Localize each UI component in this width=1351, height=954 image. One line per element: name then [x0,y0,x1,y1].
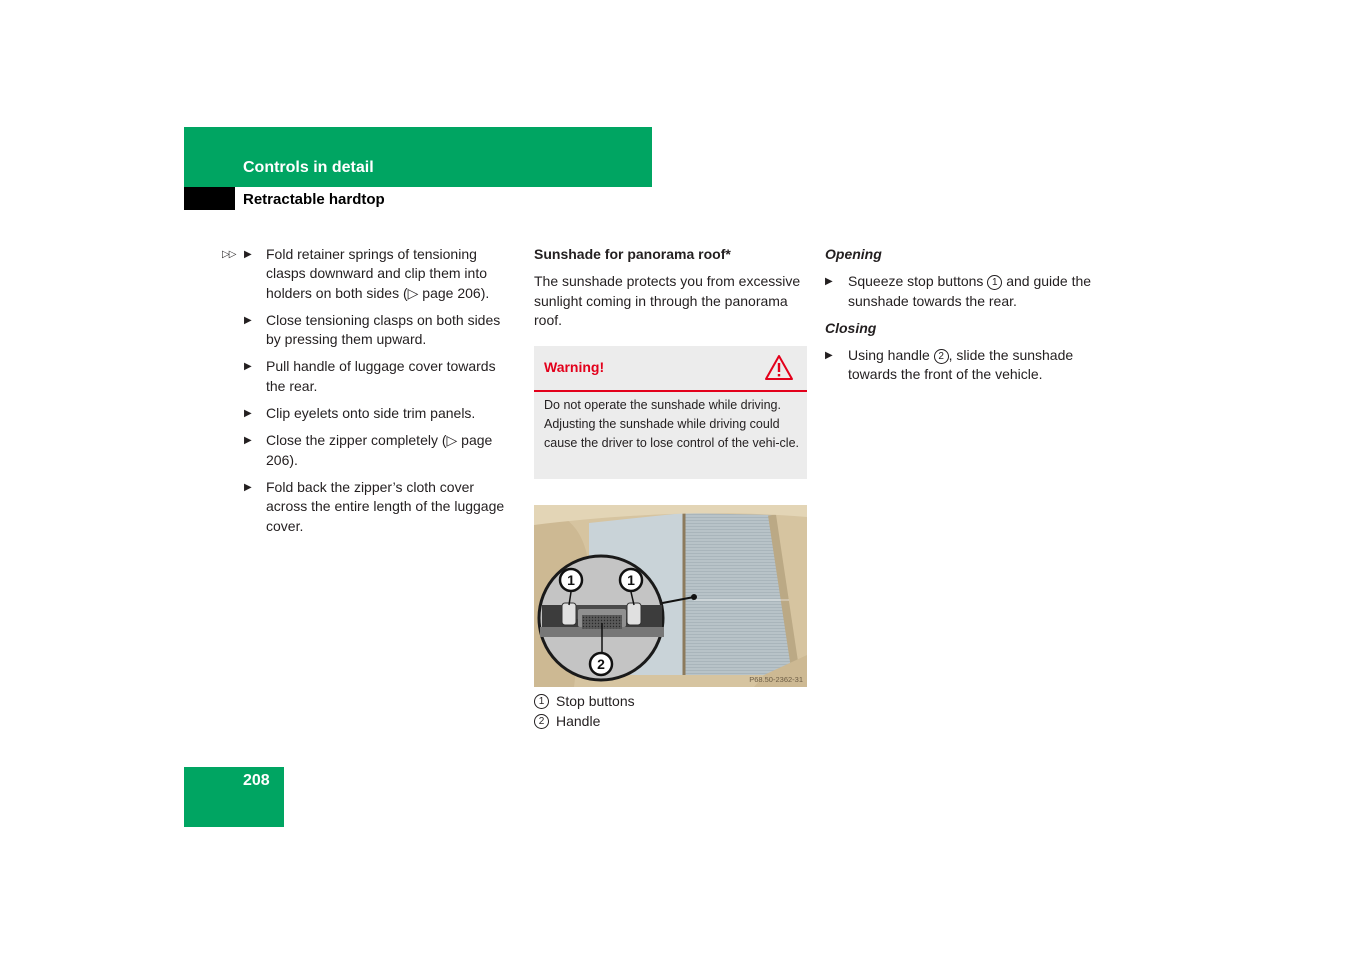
triangle-arrow-icon: ▶ [244,361,252,373]
opening-heading: Opening [825,246,882,262]
warning-title: Warning! [544,359,605,375]
callout-1: 1 [627,572,635,588]
header-marker [184,187,235,210]
triangle-arrow-icon: ▶ [825,276,833,288]
list-item [825,346,1115,385]
step-text-start: Squeeze stop buttons [848,273,988,290]
list-item [222,478,518,536]
warning-box [534,346,807,479]
list-item [222,357,518,396]
header-band [184,127,652,187]
callout-number: 2 [934,349,949,364]
callout-2: 2 [597,656,605,672]
figure-code: P68.50-2362-31 [749,675,803,684]
step-text-end: , slide the sunshade towards the front of the vehicle. [848,347,1074,383]
triangle-arrow-icon: ▶ [244,481,252,493]
triangle-arrow-icon: ▶ [825,350,833,362]
warning-divider [534,390,807,392]
step-text: Close the zipper completely (▷ page 206). [266,432,493,468]
closing-heading: Closing [825,319,877,336]
triangle-arrow-icon: ▶ [244,314,252,326]
section-title: Controls in detail [243,159,374,176]
instruction-list [222,245,518,544]
section-heading: Sunshade for panorama roof* [534,246,731,262]
step-text: Fold retainer springs of tensioning clasps downward and clip them into holders on both sides (▷ page 206). [266,246,490,301]
callout-number: 1 [987,275,1002,290]
triangle-arrow-icon: ▶ [244,435,252,447]
callout-number: 1 [534,694,549,709]
step-text: Pull handle of luggage cover towards the rear. [266,358,496,394]
callout-number: 2 [534,714,549,729]
subsection-title: Retractable hardtop [243,191,385,208]
list-item [825,272,1115,311]
legend-item [534,691,635,711]
sunshade-section [534,245,808,330]
step-text: Fold back the zipper’s cloth cover across the entire length of the luggage cover. [266,478,505,534]
step-text: Clip eyelets onto side trim panels. [266,405,476,422]
sunshade-figure [534,505,807,687]
warning-text: Do not operate the sunshade while driving. Adjusting the sunshade while driving could cause the driver to lose control of the vehi-cle. [544,398,799,450]
triangle-arrow-icon: ▶ [244,249,252,260]
legend-label: Handle [556,713,601,729]
step-text-start: Using handle [848,347,934,364]
step-text: Close tensioning clasps on both sides by pressing them upward. [266,311,501,348]
list-item [222,404,518,423]
list-item [222,311,518,350]
continuation-icon: ▷▷ [222,249,236,260]
list-item [222,245,518,303]
callout-1: 1 [567,572,575,588]
legend-label: Stop buttons [556,693,635,709]
triangle-arrow-icon: ▶ [244,408,252,420]
list-item [222,431,518,470]
operation-section [825,245,1115,385]
warning-triangle-icon [764,354,794,381]
legend-item [534,711,635,731]
page-number: 208 [243,772,270,789]
step-text-end: and guide the sunshade towards the rear. [848,273,1092,309]
figure-legend [534,691,635,731]
intro-paragraph: The sunshade protects you from excessive sunlight coming in through the panorama roof. [534,273,801,328]
